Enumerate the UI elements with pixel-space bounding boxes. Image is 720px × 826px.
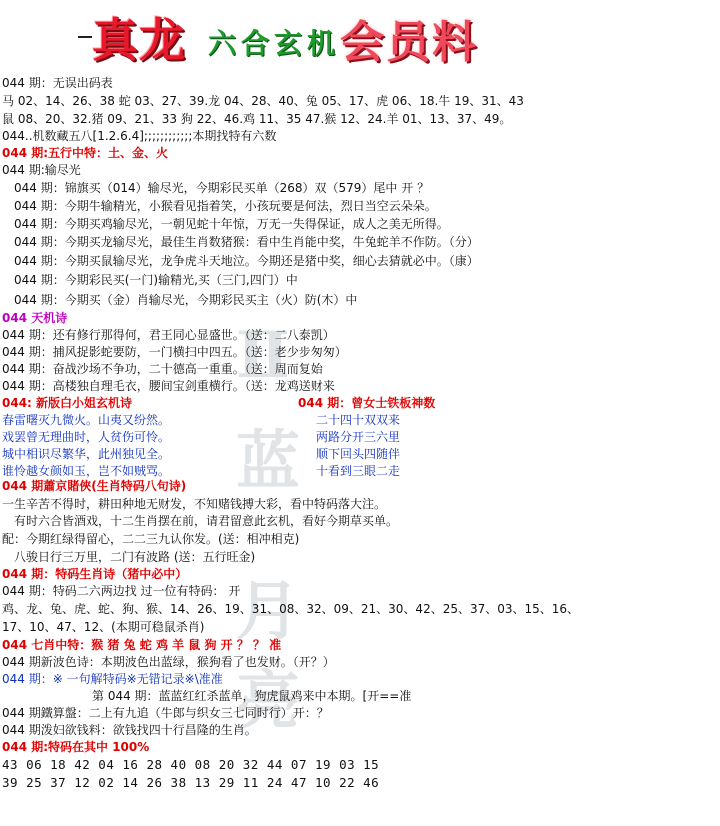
gambler-poem-line-1: 一生辛苦不得时，耕田种地无财发，不知赌钱搏大彩，看中特码落大注。: [2, 497, 387, 511]
lose-all-line-3: 044 期：今期买鸡输尽光，一朝见蛇十年惊，万无一失得保证，成人之美无所得。: [14, 217, 449, 231]
special-number-heading: 044 期:特码在其中 100%: [2, 740, 150, 754]
wave-color-poem-line: 044 期新波色诗：本期波色出蓝绿，猴狗看了也发财。（开？）: [2, 655, 335, 669]
zodiac-number-table-row-1: 马 02、14、26、38 蛇 03、27、39.龙 04、28、40、兔 05、17、虎 06、18.牛 19、31、43: [2, 94, 524, 108]
hidden-numbers-line: 044..机数藏五八[1.2.6.4];;;;;;;;;;;;本期找特有六数: [2, 129, 277, 143]
one-sentence-line: 第 044 期：蓝蓝红红杀蓝单，狗虎鼠鸡来中本期。[开==准: [92, 689, 412, 703]
special-number-grid-row-1: 43 06 18 42 04 16 28 40 08 20 32 44 07 19 03 15: [2, 757, 380, 772]
lose-all-line-4: 044 期：今期买龙输尽光，最佳生肖数猪猴：看中生肖能中奖，牛兔蛇羊不作防。（分）: [14, 235, 479, 249]
lose-all-line-6: 044 期：今期彩民买(一门)输精光,买（三门,四门）中: [14, 273, 298, 287]
lose-all-line-1: 044 期：锦旗买（014）输尽光，今期彩民买单（268）双（579）尾中 开 ？: [14, 181, 430, 195]
zodiac-number-table-row-2: 鼠 08、20、32.猪 09、21、33 狗 22、46.鸡 11、35 47.猴 12、24.羊 01、13、37、49。: [2, 112, 512, 126]
bai-xiaojie-poem-line-4: 谁怜越女颜如玉，岂不如贼骂。: [2, 464, 171, 478]
watermark-char-4: 亮: [236, 664, 300, 739]
shrew-money-line: 044 期泼妇欲钱料：欲钱找四十行昌隆的生肖。: [2, 723, 257, 737]
seven-zodiac-line: 044 七肖中特：猴 猪 兔 蛇 鸡 羊 鼠 狗 开 ？ ？ 准: [2, 638, 282, 652]
lose-all-heading: 044 期:输尽光: [2, 163, 81, 177]
one-sentence-heading: 044 期：※ 一句解特码※无错记录※\准准: [2, 672, 223, 686]
header-dash: [78, 36, 92, 38]
five-elements-line: 044 期:五行中特：土、金、火: [2, 146, 169, 160]
gambler-poem-line-2: 有时六合皆酒戏，十二生肖摆在前，请君留意此玄机，看好今期草买单。: [14, 514, 399, 528]
zeng-nvshi-heading: 044 期：曾女士铁板神数: [298, 396, 436, 410]
title-huiyuanliao: 会员料: [340, 17, 478, 68]
special-number-list-row-2: 17、10、47、12、(本期可稳鼠杀肖): [2, 620, 205, 634]
tianji-poem-line-2: 044 期：捕风捉影蛇要防，一门横扫中四五。（送：老少步匆匆）: [2, 345, 347, 359]
lose-all-line-7: 044 期：今期买（金）肖输尽光，今期彩民买主（火）防(木）中: [14, 293, 358, 307]
title-liuhexuanji: 六合玄机: [208, 27, 341, 60]
lose-all-line-2: 044 期：今期牛输精光，小猴看见指着笑，小孩玩要是何法，烈日当空云朵朵。: [14, 199, 437, 213]
error-free-table-title: 044 期：无误出码表: [2, 76, 113, 90]
watermark-char-2: 蓝: [236, 424, 300, 499]
tianji-poem-line-3: 044 期：奋战沙场不争功，二十德高一重重。（送：周而复始: [2, 362, 323, 376]
bai-xiaojie-poem-line-1: 春雷曙灭九微火。山夷又纷然。: [2, 413, 171, 427]
zeng-nvshi-line-3: 顺下回头四随伴: [316, 447, 401, 461]
bai-xiaojie-poem-line-3: 城中相识尽繁华，此州独见全。: [2, 447, 171, 461]
lose-all-line-5: 044 期：今期买鼠输尽光，龙争虎斗天地泣。今期还是猪中奖，细心去猜就必中。（康）: [14, 254, 479, 268]
watermark-char-1: Ⅱ: [236, 318, 290, 393]
zeng-nvshi-line-4: 十看到三眼二走: [316, 464, 401, 478]
tianji-poem-line-4: 044 期：高楼独自理毛衣，腰间宝剑重横行。（送：龙鸡送财来: [2, 379, 335, 393]
tianji-poem-heading: 044 天机诗: [2, 311, 68, 325]
bai-xiaojie-poem-line-2: 戏罢曾无理曲时，人贫伤可怜。: [2, 430, 171, 444]
zeng-nvshi-line-1: 二十四十双双来: [316, 413, 401, 427]
watermark-char-3: 月: [236, 574, 300, 649]
abacus-line: 044 期鐵算盤：二上有九追（牛郎与织女三七同时行）开：？: [2, 706, 329, 720]
zeng-nvshi-line-2: 两路分开三六里: [316, 430, 401, 444]
gambler-poem-heading: 044 期蕭京賭俠(生肖特码八句诗): [2, 479, 187, 493]
gambler-poem-line-4: 八骏日行三万里，二门有波路 (送：五行旺金): [14, 550, 256, 564]
tianji-poem-line-1: 044 期：还有修行那得何，君王同心显盛世。（送：二八泰凯）: [2, 328, 335, 342]
page-header: [0, 0, 720, 72]
special-zodiac-poem-heading: 044 期：特码生肖诗（猪中必中）: [2, 567, 188, 581]
gambler-poem-line-3: 配：今期红绿得留心，二二三九认你发。(送：相冲相克): [2, 532, 300, 546]
title-zhenlong: 真龙: [92, 13, 186, 67]
bai-xiaojie-poem-heading: 044: 新版白小姐玄机诗: [2, 396, 133, 410]
special-number-hint-line: 044 期：特码二六两边找 过一位有特码： 开: [2, 584, 241, 598]
special-number-grid-row-2: 39 25 37 12 02 14 26 38 13 29 11 24 47 10 22 46: [2, 775, 380, 790]
special-number-list-row-1: 鸡、龙、兔、虎、蛇、狗、猴、14、26、19、31、08、32、09、21、30、42、25、37、03、15、16、: [2, 602, 580, 616]
